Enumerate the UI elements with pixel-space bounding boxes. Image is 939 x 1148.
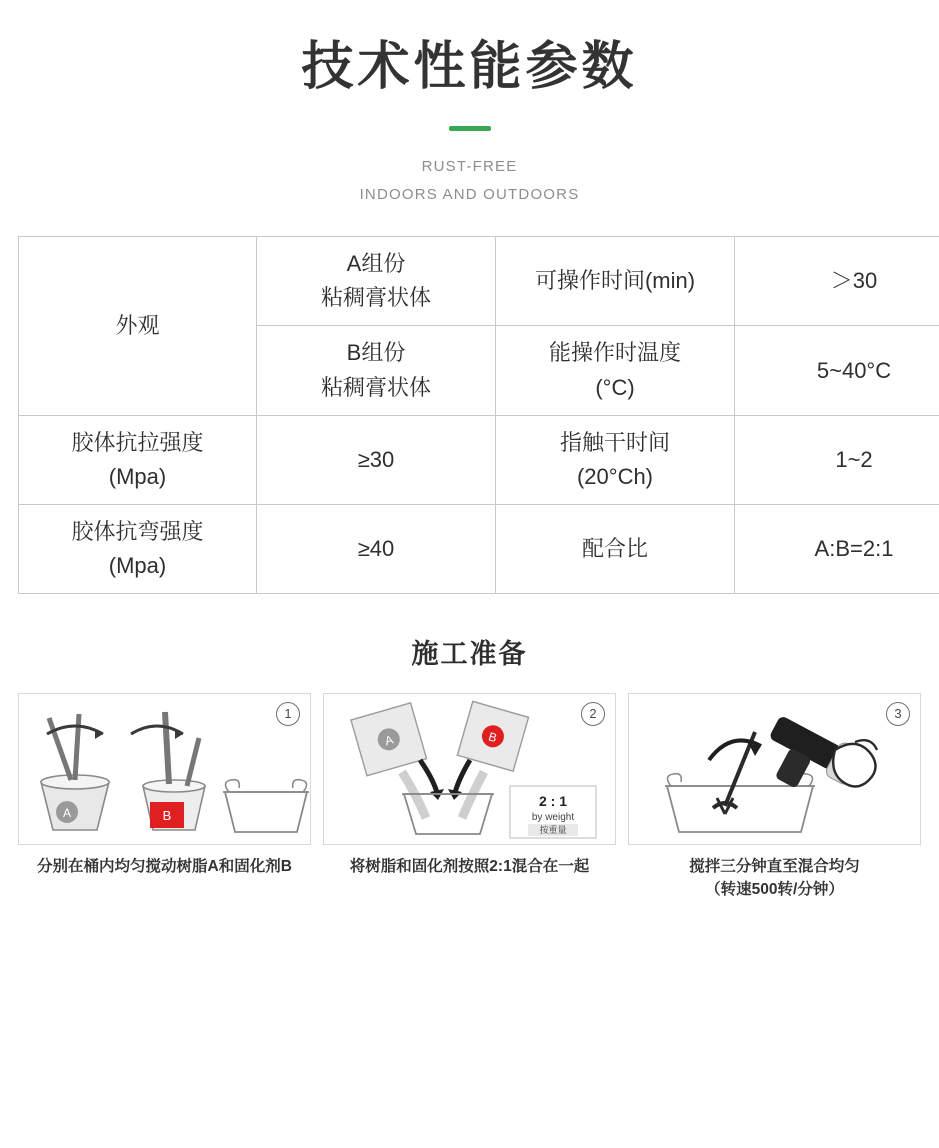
touch-dry-label-line1: 指触干时间 bbox=[559, 429, 670, 455]
accent-rule bbox=[449, 126, 491, 131]
cell-workable-time-value: ＞30 bbox=[735, 237, 939, 326]
step-3-number: 3 bbox=[886, 702, 910, 726]
drill-mixer-illustration-icon bbox=[629, 694, 920, 844]
step-2-figure bbox=[323, 693, 616, 845]
tensile-label-line1: 胶体抗拉强度 bbox=[71, 429, 204, 455]
component-b-name: B组份 bbox=[346, 340, 406, 366]
table-row bbox=[19, 504, 939, 593]
subtitle-line-2: INDOORS AND OUTDOORS bbox=[359, 185, 580, 203]
flexural-label-line2: (Mpa) bbox=[108, 552, 167, 578]
component-a-name: A组份 bbox=[346, 251, 406, 277]
svg-text:2 : 1: 2 : 1 bbox=[538, 793, 568, 810]
flexural-label-line1: 胶体抗弯强度 bbox=[71, 518, 204, 544]
cell-mix-ratio-value: A:B=2:1 bbox=[735, 504, 939, 593]
subtitle-line-1: RUST-FREE bbox=[421, 157, 518, 175]
step-3-caption-line2: （转速500转/分钟） bbox=[705, 881, 844, 899]
working-temp-label-line2: (°C) bbox=[595, 374, 635, 400]
cell-tensile-strength-label bbox=[19, 415, 257, 504]
step-3 bbox=[628, 693, 921, 902]
cell-component-a bbox=[257, 237, 496, 326]
table-row bbox=[19, 237, 939, 326]
cell-flexural-strength-value: ≥40 bbox=[257, 504, 496, 593]
cell-tensile-strength-value: ≥30 bbox=[257, 415, 496, 504]
cell-touch-dry-value: 1~2 bbox=[735, 415, 939, 504]
cell-appearance-label: 外观 bbox=[19, 237, 257, 415]
svg-text:B: B bbox=[486, 729, 499, 746]
stir-buckets-illustration-icon bbox=[19, 694, 310, 844]
step-1-figure bbox=[18, 693, 311, 845]
cell-flexural-strength-label bbox=[19, 504, 257, 593]
table-row bbox=[19, 415, 939, 504]
cell-mix-ratio-label: 配合比 bbox=[496, 504, 735, 593]
component-b-desc: 粘稠膏状体 bbox=[320, 374, 431, 400]
step-3-figure bbox=[628, 693, 921, 845]
step-1 bbox=[18, 693, 311, 902]
step-3-caption bbox=[628, 855, 921, 902]
title-divider bbox=[0, 126, 939, 131]
step-3-caption-line1: 搅拌三分钟直至混合均匀 bbox=[689, 858, 860, 876]
spec-table bbox=[18, 236, 939, 594]
step-1-number: 1 bbox=[276, 702, 300, 726]
step-1-caption: 分别在桶内均匀搅动树脂A和固化剂B bbox=[37, 858, 292, 876]
cell-touch-dry-label bbox=[496, 415, 735, 504]
touch-dry-label-line2: (20°Ch) bbox=[576, 463, 654, 489]
svg-text:B: B bbox=[162, 808, 172, 824]
step-2 bbox=[323, 693, 616, 902]
subtitle-block bbox=[0, 153, 939, 209]
tensile-label-line2: (Mpa) bbox=[108, 463, 167, 489]
svg-text:A: A bbox=[383, 732, 395, 749]
cell-working-temp-label bbox=[496, 326, 735, 415]
cell-working-temp-value: 5~40°C bbox=[735, 326, 939, 415]
working-temp-label-line1: 能操作时温度 bbox=[548, 340, 681, 366]
section-title-construction: 施工准备 bbox=[411, 639, 528, 670]
step-2-caption: 将树脂和固化剂按照2:1混合在一起 bbox=[349, 858, 590, 876]
svg-text:按重量: 按重量 bbox=[539, 825, 567, 836]
page-title: 技术性能参数 bbox=[301, 38, 638, 96]
component-a-desc: 粘稠膏状体 bbox=[320, 285, 431, 311]
step-2-number: 2 bbox=[581, 702, 605, 726]
construction-steps bbox=[18, 693, 921, 902]
spec-table-wrapper bbox=[18, 236, 921, 594]
pour-mix-illustration-icon bbox=[324, 694, 615, 844]
svg-text:by weight: by weight bbox=[531, 812, 575, 824]
cell-component-b bbox=[257, 326, 496, 415]
cell-workable-time-label: 可操作时间(min) bbox=[496, 237, 735, 326]
svg-text:A: A bbox=[62, 806, 72, 821]
